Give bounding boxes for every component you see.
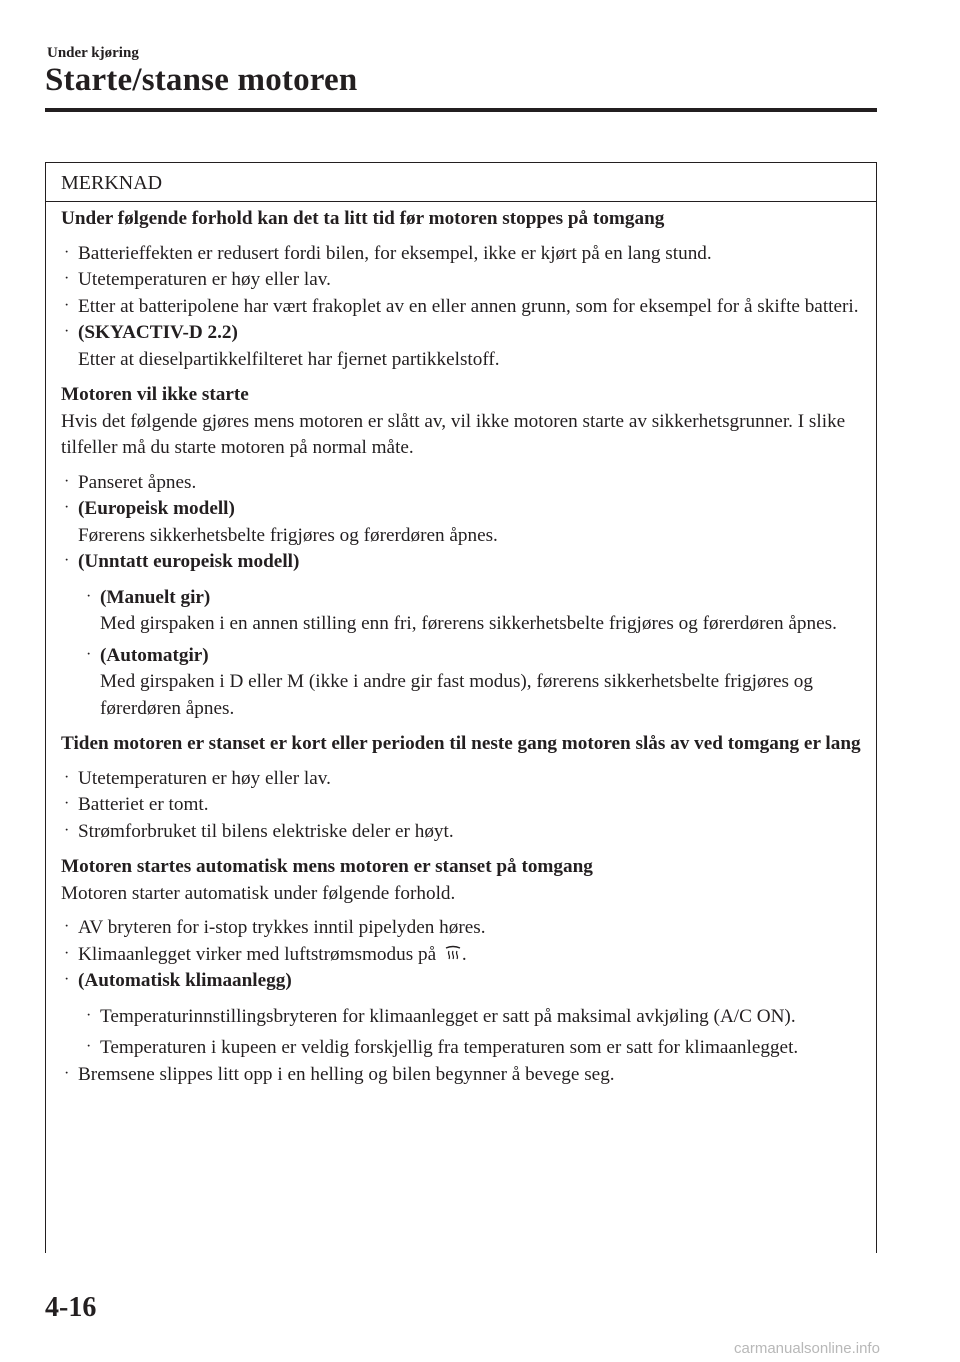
sub-list	[83, 1004, 866, 1062]
list-item: · Strømforbruket til bilens elektriske deler er høyt.	[61, 819, 866, 846]
page-number: 4-16	[45, 1292, 97, 1323]
sub-list-item: · (Manuelt gir) Med girspaken i en annen stilling enn fri, førerens sikkerhetsbelte frigjøres og førerdøren åpnes.	[83, 585, 866, 638]
section-heading: Tiden motoren er stanset er kort eller perioden til neste gang motoren slås av ved tomgang er lang	[61, 733, 861, 754]
bullet-icon: ·	[64, 768, 70, 786]
list-item: · Panseret åpnes.	[61, 470, 866, 497]
title-rule	[45, 108, 877, 112]
list-item: · (SKYACTIV-D 2.2) Etter at dieselpartikkelfilteret har fjernet partikkelstoff.	[61, 320, 866, 373]
bullet-icon: ·	[64, 243, 70, 261]
list-item: · Klimaanlegget virker med luftstrømsmodus på .	[61, 942, 866, 969]
bullet-list	[61, 766, 866, 846]
watermark: carmanualsonline.info	[734, 1340, 880, 1357]
list-item: · AV bryteren for i-stop trykkes inntil pipelyden høres.	[61, 915, 866, 942]
list-item	[61, 549, 866, 722]
item-title: (SKYACTIV-D 2.2)	[78, 322, 238, 343]
section-heading: Motoren vil ikke starte	[61, 384, 249, 405]
bullet-icon: ·	[64, 499, 70, 516]
bullet-icon: ·	[64, 918, 70, 935]
bullet-icon: ·	[64, 472, 70, 490]
bullet-icon: ·	[64, 323, 70, 340]
list-item: · (Europeisk modell) Førerens sikkerhetsbelte frigjøres og førerdøren åpnes.	[61, 496, 866, 549]
note-header: MERKNAD	[46, 163, 876, 202]
bullet-icon: ·	[86, 1038, 92, 1055]
bullet-icon: ·	[64, 971, 70, 988]
item-title: (Unntatt europeisk modell)	[78, 551, 300, 572]
note-body	[46, 202, 876, 1088]
bullet-icon: ·	[64, 795, 70, 812]
section-label: Under kjøring	[47, 45, 139, 61]
paragraph: Motoren starter automatisk under følgende forhold.	[61, 882, 456, 904]
list-item: · Bremsene slippes litt opp i en helling og bilen begynner å bevege seg.	[61, 1062, 866, 1089]
sub-list-item: · Temperaturinnstillingsbryteren for klimaanlegget er satt på maksimal avkjøling (A/C ON).	[83, 1004, 866, 1031]
item-title: (Automatgir)	[100, 644, 209, 666]
bullet-icon: ·	[64, 1064, 70, 1082]
list-item: · Batteriet er tomt.	[61, 792, 866, 819]
list-item: · Utetemperaturen er høy eller lav.	[61, 267, 866, 294]
list-item	[61, 968, 866, 1062]
bullet-icon: ·	[64, 821, 70, 839]
item-title: (Europeisk modell)	[78, 498, 235, 519]
item-title: (Automatisk klimaanlegg)	[78, 970, 292, 991]
item-title: (Manuelt gir)	[100, 586, 211, 608]
section-heading: Under følgende forhold kan det ta litt tid før motoren stoppes på tomgang	[61, 208, 665, 229]
sub-list-item: · (Automatgir) Med girspaken i D eller M (ikke i andre gir fast modus), førerens sikkerhetsbelte frigjøres og førerdøren åpnes.	[83, 643, 866, 723]
defroster-icon	[444, 945, 462, 961]
paragraph: Hvis det følgende gjøres mens motoren er slått av, vil ikke motoren starte av sikkerhetsgrunner. I slike tilfeller må du starte motoren på normal måte.	[61, 410, 846, 458]
list-item: · Utetemperaturen er høy eller lav.	[61, 766, 866, 793]
bullet-icon: ·	[64, 270, 70, 287]
section-heading: Motoren startes automatisk mens motoren er stanset på tomgang	[61, 856, 593, 877]
bullet-icon: ·	[86, 587, 92, 605]
sub-list-item: · Temperaturen i kupeen er veldig forskjellig fra temperaturen som er satt for klimaanlegget.	[83, 1035, 866, 1062]
list-item: · Etter at batteripolene har vært frakoplet av en eller annen grunn, som for eksempel for å skifte batteri.	[61, 294, 866, 321]
bullet-list	[61, 915, 866, 1088]
bullet-icon: ·	[86, 1006, 92, 1024]
bullet-icon: ·	[64, 552, 70, 569]
page-title: Starte/stanse motoren	[45, 62, 358, 98]
bullet-icon: ·	[64, 296, 70, 314]
bullet-icon: ·	[86, 645, 92, 663]
sub-list	[83, 585, 866, 723]
bullet-list	[61, 470, 866, 723]
note-box	[45, 162, 877, 1253]
bullet-icon: ·	[64, 944, 70, 962]
list-item: · Batterieffekten er redusert fordi bilen, for eksempel, ikke er kjørt på en lang stund.	[61, 241, 866, 268]
bullet-list	[61, 241, 866, 374]
